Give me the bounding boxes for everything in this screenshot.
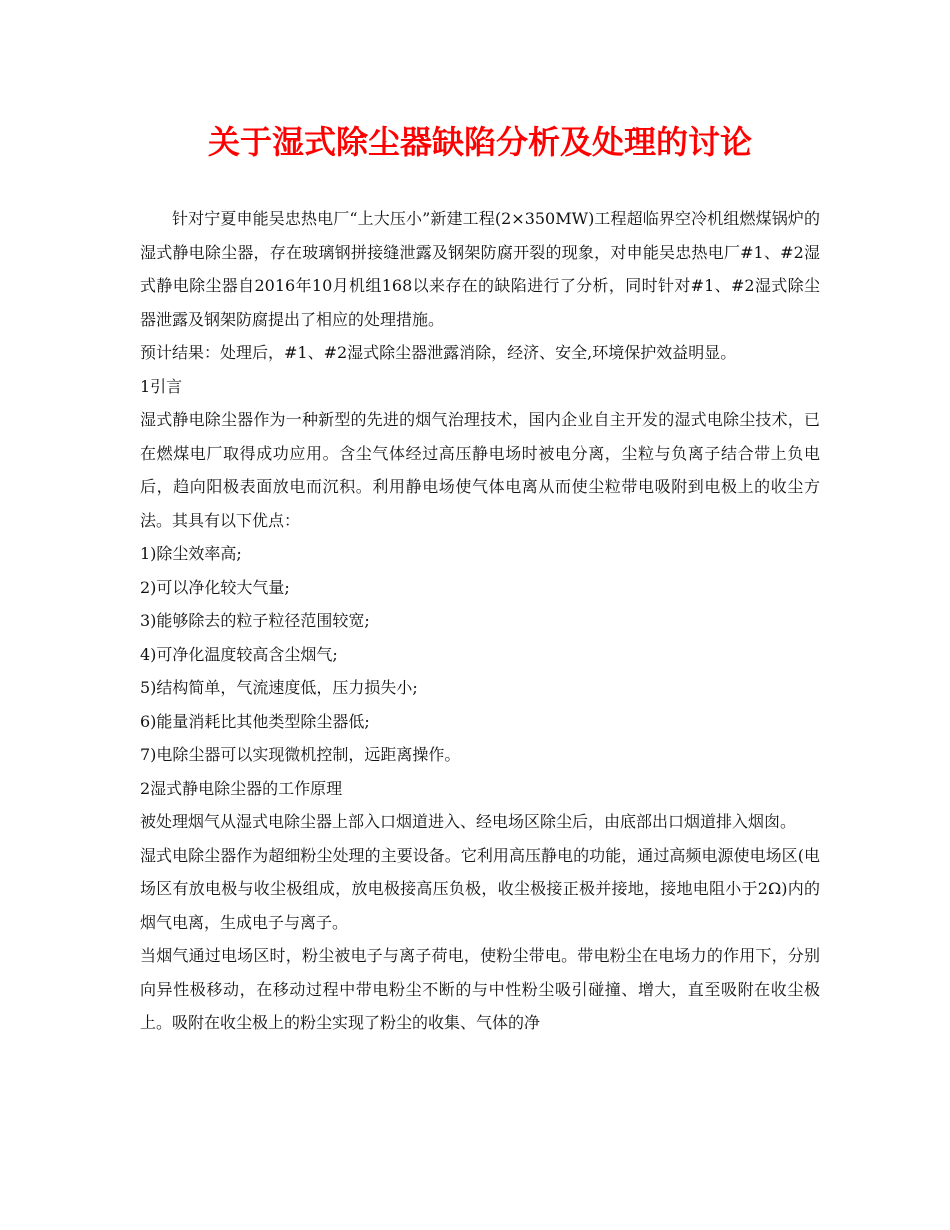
document-title: 关于湿式除尘器缺陷分析及处理的讨论: [207, 123, 752, 161]
advantage-item-6: 6)能量消耗比其他类型除尘器低;: [140, 711, 370, 731]
section-heading-introduction: 1引言: [140, 376, 183, 396]
expected-result-paragraph: 预计结果：处理后，#1、#2湿式除尘器泄露消除，经济、安全,环境保护效益明显。: [140, 343, 737, 362]
abstract-paragraph: 针对宁夏申能吴忠热电厂“上大压小”新建工程(2×350MW)工程超临界空冷机组燃煤锅炉的湿式静电除尘器，存在玻璃钢拼接缝泄露及钢架防腐开裂的现象，对申能吴忠热电厂#1、#2湿式静电除尘器自2016年10月机组168以来存在的缺陷进行了分析，同时针对#1、#2湿式除尘器泄露及钢架防腐提出了相应的处理措施。: [140, 209, 820, 329]
working-principle-paragraph-2: 湿式电除尘器作为超细粉尘处理的主要设备。它利用高压静电的功能，通过高频电源使电场区(电场区有放电极与收尘极组成，放电极接高压负极，收尘极接正极并接地，接地电阻小于2Ω)内的烟气电离，生成电子与离子。: [140, 845, 820, 932]
introduction-paragraph: 湿式静电除尘器作为一种新型的先进的烟气治理技术，国内企业自主开发的湿式电除尘技术，已在燃煤电厂取得成功应用。含尘气体经过高压静电场时被电分离，尘粒与负离子结合带上负电后，趋向阳极表面放电而沉积。利用静电场使气体电离从而使尘粒带电吸附到电极上的收尘方法。其具有以下优点：: [140, 410, 820, 530]
advantage-item-2: 2)可以净化较大气量;: [140, 577, 290, 597]
advantage-item-7: 7)电除尘器可以实现微机控制，远距离操作。: [140, 745, 461, 764]
section-heading-working-principle: 2湿式静电除尘器的工作原理: [140, 778, 343, 798]
document-page: [140, 120, 820, 1040]
working-principle-paragraph-1: 被处理烟气从湿式电除尘器上部入口烟道进入、经电场区除尘后，由底部出口烟道排入烟囱。: [140, 812, 797, 831]
working-principle-paragraph-3: 当烟气通过电场区时，粉尘被电子与离子荷电，使粉尘带电。带电粉尘在电场力的作用下，分别向异性极移动，在移动过程中带电粉尘不断的与中性粉尘吸引碰撞、增大，直至吸附在收尘极上。吸附在收尘极上的粉尘实现了粉尘的收集、气体的净: [140, 946, 820, 1032]
advantage-item-4: 4)可净化温度较高含尘烟气;: [140, 644, 338, 664]
advantage-item-1: 1)除尘效率高;: [140, 544, 242, 563]
advantage-item-5: 5)结构简单，气流速度低，压力损失小;: [140, 678, 418, 697]
advantage-item-3: 3)能够除去的粒子粒径范围较宽;: [140, 611, 370, 630]
